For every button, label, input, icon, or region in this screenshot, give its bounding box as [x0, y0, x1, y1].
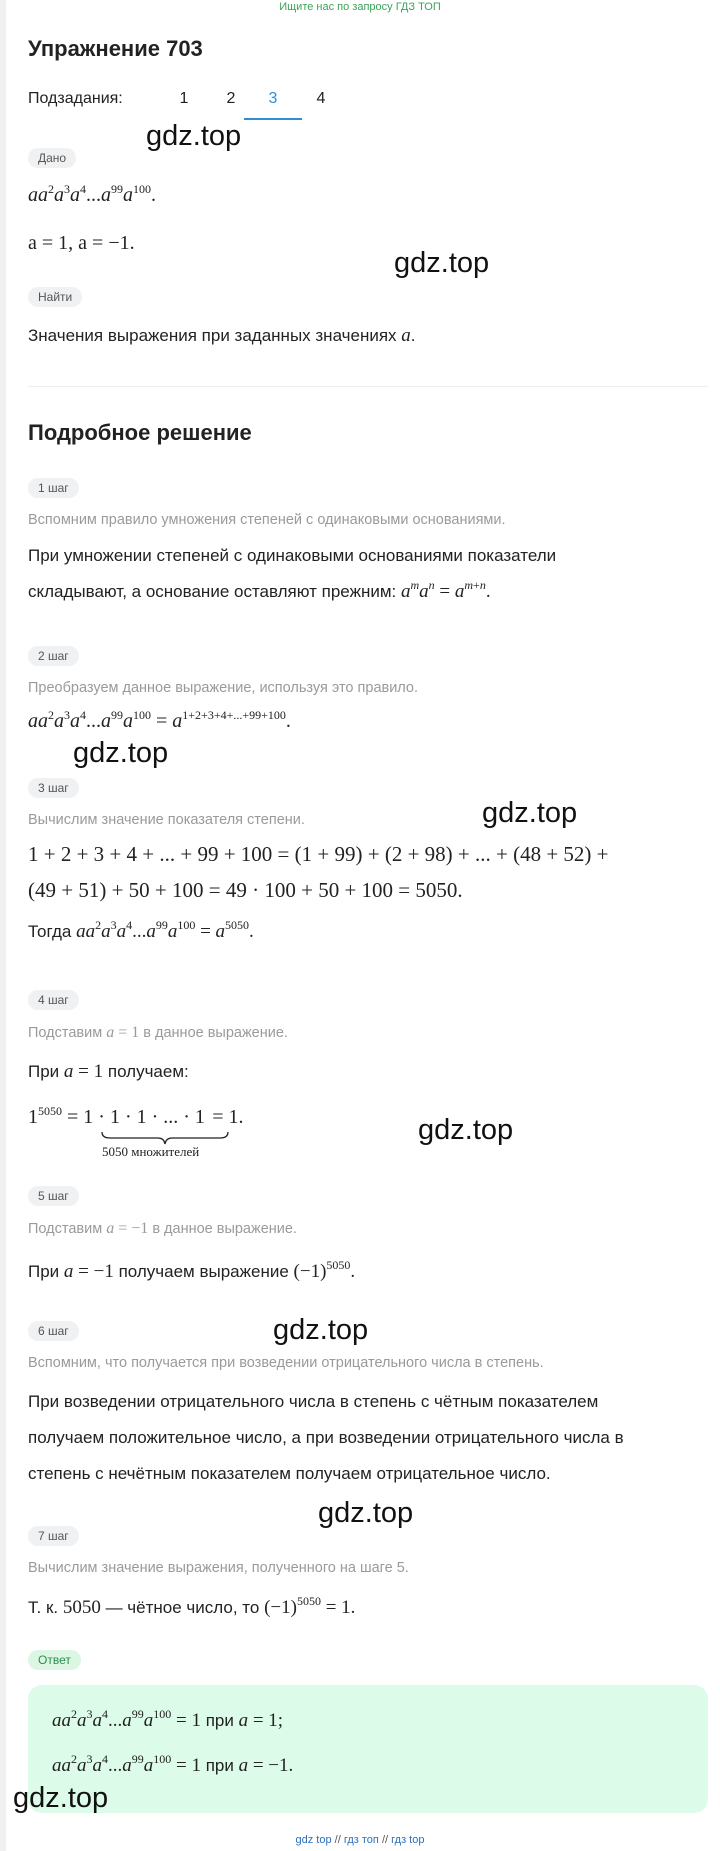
step-1-text-2: складывают, а основание оставляют прежним: $a^ma^n = a^{m+n}$.	[28, 578, 491, 602]
watermark: gdz.top	[146, 120, 242, 152]
step-2-badge: 2 шаг	[28, 646, 79, 666]
solution-title: Подробное решение	[28, 420, 252, 445]
given-values: a = 1, a = −1.	[28, 232, 135, 254]
step-3-eq-2: (49 + 51) + 50 + 100 = 49 · 100 + 50 + 100 = 5050.	[28, 878, 463, 902]
subtasks-label: Подзадания:	[28, 90, 123, 107]
step-7-badge: 7 шаг	[28, 1526, 79, 1546]
page-title: Упражнение 703	[28, 36, 203, 61]
watermark: gdz.top	[273, 1314, 369, 1346]
step-5-text: При a = −1 получаем выражение $(-1)^{5050}$.	[28, 1258, 356, 1282]
watermark: gdz.top	[13, 1782, 109, 1814]
bottom-sep: //	[381, 1834, 389, 1846]
step-4-product: 1 · 1 · 1 · ... · 1	[83, 1106, 205, 1128]
answer-line-1: $aa^2a^3a^4...a^{99}a^{100} = 1$ при a = 1;	[52, 1707, 284, 1731]
tab-2[interactable]: 2	[226, 90, 236, 107]
answer-badge: Ответ	[28, 1650, 81, 1670]
step-3-then: Тогда $aa^2a^3a^4...a^{99}a^{100} = a^{5050}$.	[28, 918, 254, 942]
top-note: Ищите нас по запросу ГДЗ ТОП	[279, 1, 441, 13]
tab-1[interactable]: 1	[179, 90, 189, 107]
divider	[28, 386, 708, 387]
left-border	[0, 0, 6, 1851]
watermark: gdz.top	[394, 247, 490, 279]
step-4-badge: 4 шаг	[28, 990, 79, 1010]
find-text: Значения выражения при заданных значениях a.	[28, 325, 416, 346]
step-1-text-1: При умножении степеней с одинаковыми основаниями показатели	[28, 546, 557, 565]
step-4-under-label: 5050 множителей	[102, 1144, 200, 1159]
step-3-badge: 3 шаг	[28, 778, 79, 798]
find-badge: Найти	[28, 287, 82, 307]
step-5-hint: Подставим a = −1 в данное выражение.	[28, 1220, 297, 1237]
tab-4[interactable]: 4	[316, 90, 326, 107]
bottom-nav	[0, 1834, 720, 1846]
step-6-badge: 6 шаг	[28, 1321, 79, 1341]
given-expression: $aa^2a^3a^4...a^{99}a^{100}$.	[28, 182, 156, 206]
bottom-link-1[interactable]: gdz top	[295, 1834, 332, 1846]
given-badge: Дано	[28, 148, 76, 168]
active-tab-underline	[244, 118, 302, 120]
step-4-hint: Подставим a = 1 в данное выражение.	[28, 1024, 288, 1041]
watermark: gdz.top	[73, 737, 169, 769]
step-3-hint: Вычислим значение показателя степени.	[28, 812, 305, 828]
step-2-hint: Преобразуем данное выражение, используя это правило.	[28, 680, 419, 696]
step-7-hint: Вычислим значение выражения, полученного на шаге 5.	[28, 1560, 409, 1576]
step-6-line-1: При возведении отрицательного числа в степень с чётным показателем	[28, 1392, 599, 1411]
step-3-eq-1: 1 + 2 + 3 + 4 + ... + 99 + 100 = (1 + 99) + (2 + 98) + ... + (48 + 52) +	[28, 842, 609, 866]
step-6-line-3: степень с нечётным показателем получаем отрицательное число.	[28, 1464, 551, 1483]
bottom-sep: //	[334, 1834, 341, 1846]
step-2-expression: $aa^2a^3a^4...a^{99}a^{100} = a^{1+2+3+4+...+99+100}$.	[28, 708, 291, 732]
bottom-link-2[interactable]: гдз топ	[343, 1834, 379, 1846]
step-7-text: Т. к. 5050 — чётное число, то $(-1)^{5050} = 1$.	[28, 1594, 356, 1618]
watermark: gdz.top	[418, 1114, 514, 1146]
step-6-line-2: получаем положительное число, а при возведении отрицательного числа в	[28, 1428, 624, 1447]
step-4-power: $1^{5050} = 1 \cdot 1 \cdot 1$ · ... · 1 = 1.	[28, 1104, 244, 1128]
tab-3[interactable]: 3	[268, 90, 278, 107]
step-1-badge: 1 шаг	[28, 478, 79, 498]
watermark: gdz.top	[318, 1497, 414, 1529]
answer-line-2: $aa^2a^3a^4...a^{99}a^{100} = 1$ при a = −1.	[52, 1752, 294, 1776]
watermark: gdz.top	[482, 797, 578, 829]
step-4-text: При a = 1 получаем:	[28, 1061, 189, 1082]
step-1-hint: Вспомним правило умножения степеней с одинаковыми основаниями.	[28, 512, 506, 528]
bottom-link-3[interactable]: гдз top	[391, 1834, 425, 1846]
step-6-hint: Вспомним, что получается при возведении отрицательного числа в степень.	[28, 1355, 544, 1371]
step-5-badge: 5 шаг	[28, 1186, 79, 1206]
